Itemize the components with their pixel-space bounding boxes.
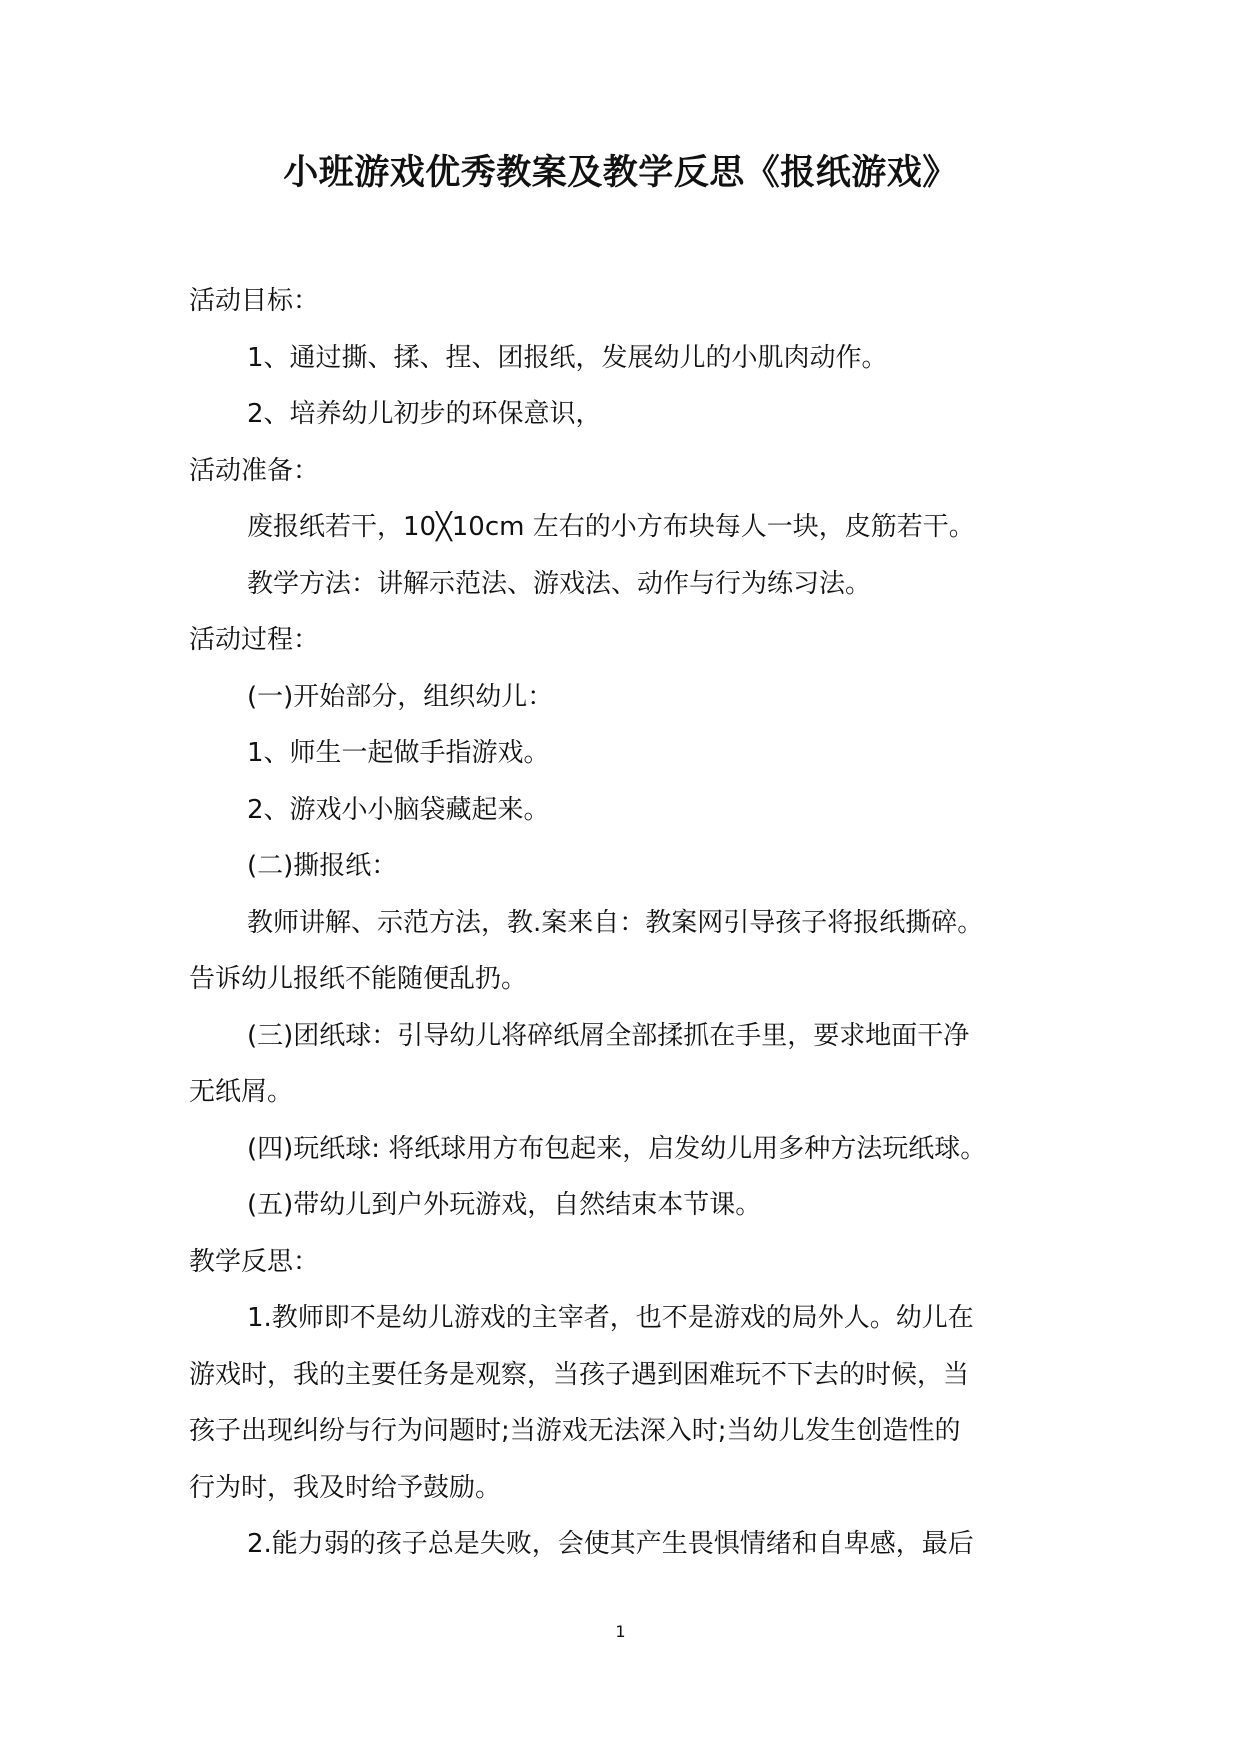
section-heading-goals: 活动目标： — [189, 286, 320, 316]
section-heading-process: 活动过程： — [189, 625, 320, 655]
reflection-1-line-1: 1.教师即不是幼儿游戏的主宰者，也不是游戏的局外人。幼儿在 — [247, 1303, 974, 1333]
reflection-1-line-4: 行为时，我及时给予鼓励。 — [189, 1472, 502, 1503]
reflection-2-line-1: 2.能力弱的孩子总是失败，会使其产生畏惧情绪和自卑感，最后 — [247, 1529, 974, 1559]
page-number: 1 — [615, 1622, 626, 1641]
process-step-5: (五)带幼儿到户外玩游戏，自然结束本节课。 — [247, 1190, 762, 1220]
section-heading-reflection: 教学反思： — [189, 1246, 320, 1277]
process-step-1-heading: (一)开始部分，组织幼儿： — [247, 681, 554, 712]
document-title: 小班游戏优秀教案及教学反思《报纸游戏》 — [283, 152, 958, 193]
teaching-method-text: 教学方法：讲解示范法、游戏法、动作与行为练习法。 — [247, 568, 872, 599]
process-step-4: (四)玩纸球: 将纸球用方布包起来，启发幼儿用多种方法玩纸球。 — [247, 1133, 987, 1164]
process-step-2-heading: (二)撕报纸： — [247, 851, 398, 881]
reflection-1-line-2: 游戏时，我的主要任务是观察，当孩子遇到困难玩不下去的时候，当 — [189, 1359, 970, 1390]
reflection-1-line-3: 孩子出现纠纷与行为问题时;当游戏无法深入时;当幼儿发生创造性的 — [189, 1416, 961, 1446]
document-body — [189, 273, 1057, 1573]
preparation-text: 废报纸若干，10╳10cm 左右的小方布块每人一块，皮筋若干。 — [247, 512, 975, 542]
section-heading-preparation: 活动准备： — [189, 455, 320, 486]
process-step-2-text-line-2: 告诉幼儿报纸不能随便乱扔。 — [189, 964, 528, 994]
process-step-3-line-1: (三)团纸球：引导幼儿将碎纸屑全部揉抓在手里，要求地面干净 — [247, 1020, 970, 1051]
goal-item-1: 1、通过撕、揉、捏、团报纸，发展幼儿的小肌肉动作。 — [247, 342, 888, 373]
process-step-3-line-2: 无纸屑。 — [189, 1077, 294, 1107]
process-step-1-item-1: 1、师生一起做手指游戏。 — [247, 738, 550, 768]
process-step-2-text-line-1: 教师讲解、示范方法，教.案来自：教案网引导孩子将报纸撕碎。 — [247, 907, 984, 938]
goal-item-2: 2、培养幼儿初步的环保意识， — [247, 399, 602, 429]
process-step-1-item-2: 2、游戏小小脑袋藏起来。 — [247, 794, 550, 825]
